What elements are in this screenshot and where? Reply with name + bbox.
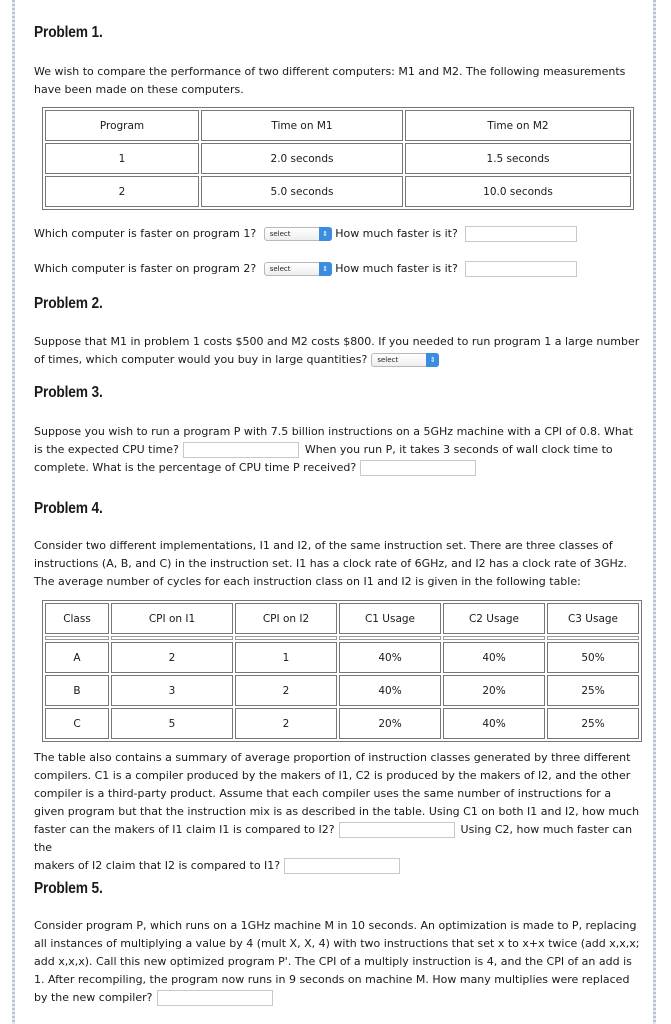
problem2-body: Suppose that M1 in problem 1 costs $500 and M2 costs $800. If you needed to run program 1 a large number of times, which computer would you buy in large quantities?	[34, 335, 640, 366]
table-cell: 50%	[547, 642, 639, 673]
problem2-title: Problem 2.	[34, 295, 103, 312]
select-label: select	[269, 230, 291, 238]
i1-speedup-input[interactable]	[339, 822, 455, 838]
table-cell: 3	[111, 675, 233, 706]
table-header-cell: CPI on I1	[111, 603, 233, 634]
table-cell: 40%	[339, 675, 441, 706]
computer-select-1[interactable]	[264, 227, 332, 241]
cpu-time-input[interactable]	[183, 442, 299, 458]
problem4-intro: Consider two different implementations, I1 and I2, of the same instruction set. There are three classes of instructions (A, B, and C) in the instruction set. I1 has a clock rate of 6GHz, and I2 has a clock rate of 3GHz. The average number of cycles for each instruction class on I1 and I2 is given in the following table:	[34, 539, 628, 588]
table-header-cell: C3 Usage	[547, 603, 639, 634]
problem4-table	[42, 600, 642, 742]
computer-select-2[interactable]	[264, 262, 332, 276]
table-cell: 25%	[547, 675, 639, 706]
table-gap-row	[45, 636, 639, 640]
table-cell: C	[45, 708, 109, 739]
problem4-body-a: The table also contains a summary of average proportion of instruction classes generated by three different compilers. C1 is a compiler produced by the makers of I1, C2 is produced by the makers of I2, and the other compiler is a third-party product. Assume that each compiler uses the same number of instructions for a given program but that the instruction mix is as described in the table. Using C1 on both I1 and I2, how much faster can the makers of I1 claim I1 is compared to I2?	[34, 751, 640, 836]
problem5-title: Problem 5.	[34, 880, 103, 897]
problem1-intro: We wish to compare the performance of two different computers: M1 and M2. The following measurements have been made on these computers.	[34, 65, 626, 96]
table-cell: 10.0 seconds	[405, 176, 631, 207]
table-cell: 5	[111, 708, 233, 739]
table-header-row	[45, 110, 631, 141]
computer-select-3[interactable]	[371, 353, 439, 367]
select-arrows-icon: ⇕	[319, 227, 332, 241]
problem3-body-a: Suppose you wish to run a program P with 7.5 billion instructions on a 5GHz machine with a CPI of 0.8. What is the expected CPU time?	[34, 425, 633, 456]
problem1-question1	[34, 225, 577, 243]
answer-input[interactable]	[465, 226, 577, 242]
problem4-body-c: makers of I2 claim that I2 is compared to I1?	[34, 859, 281, 872]
table-header-cell: Class	[45, 603, 109, 634]
table-cell: 40%	[339, 642, 441, 673]
problem3-title: Problem 3.	[34, 384, 103, 401]
problem3-body-b: When you run P, it takes 3 seconds of wall clock time to	[304, 443, 613, 456]
problem4-questions	[34, 749, 640, 875]
table-header-cell: Time on M1	[201, 110, 403, 141]
problem1-question2	[34, 260, 577, 278]
question-text: How much faster is it?	[335, 262, 458, 275]
problem4-title: Problem 4.	[34, 500, 103, 517]
problem1-title: Problem 1.	[34, 24, 103, 41]
table-cell: 20%	[339, 708, 441, 739]
table-row	[45, 642, 639, 673]
problem3-body-c: complete. What is the percentage of CPU time P received?	[34, 461, 357, 474]
table-cell: 2	[235, 675, 337, 706]
problem5-text	[34, 917, 640, 1007]
table-cell: 2	[45, 176, 199, 207]
question-text: How much faster is it?	[335, 227, 458, 240]
table-header-row	[45, 603, 639, 634]
question-text: Which computer is faster on program 2?	[34, 262, 257, 275]
table-cell: 40%	[443, 708, 545, 739]
table-row	[45, 708, 639, 739]
right-border	[653, 0, 656, 1024]
problem4-body-b: Using C2, how much faster can the	[34, 823, 633, 854]
problem1-table	[42, 107, 634, 210]
table-cell: 2	[111, 642, 233, 673]
table-cell: 40%	[443, 642, 545, 673]
table-cell: 1.5 seconds	[405, 143, 631, 174]
table-header-cell: CPI on I2	[235, 603, 337, 634]
select-label: select	[269, 265, 291, 273]
select-arrows-icon: ⇕	[426, 353, 439, 367]
table-header-cell: C1 Usage	[339, 603, 441, 634]
table-header-cell: C2 Usage	[443, 603, 545, 634]
table-header-cell: Program	[45, 110, 199, 141]
table-header-cell: Time on M2	[405, 110, 631, 141]
select-label: select	[377, 356, 399, 364]
table-cell: 20%	[443, 675, 545, 706]
problem5-body: Consider program P, which runs on a 1GHz machine M in 10 seconds. An optimization is made to P, replacing all instances of multiplying a value by 4 (mult X, X, 4) with two instructions that set x to x+x twice (add x,x,x; add x,x,x). Call this new optimized program P'. The CPI of a multiply instruction is 4, and the CPI of an add is 1. After recompiling, the program now runs in 9 seconds on machine M. How many multiplies were replaced by the new compiler?	[34, 919, 640, 1004]
table-cell: 1	[45, 143, 199, 174]
table-cell: 2.0 seconds	[201, 143, 403, 174]
left-border	[12, 0, 15, 1024]
table-cell: 5.0 seconds	[201, 176, 403, 207]
table-row	[45, 176, 631, 207]
problem3-text	[34, 423, 640, 477]
table-cell: B	[45, 675, 109, 706]
i2-speedup-input[interactable]	[284, 858, 400, 874]
question-text: Which computer is faster on program 1?	[34, 227, 257, 240]
table-row	[45, 143, 631, 174]
table-cell: 2	[235, 708, 337, 739]
multiplies-replaced-input[interactable]	[157, 990, 273, 1006]
table-row	[45, 675, 639, 706]
select-arrows-icon: ⇕	[319, 262, 332, 276]
table-cell: A	[45, 642, 109, 673]
table-cell: 25%	[547, 708, 639, 739]
answer-input[interactable]	[465, 261, 577, 277]
table-cell: 1	[235, 642, 337, 673]
problem2-text	[34, 333, 640, 369]
cpu-percentage-input[interactable]	[360, 460, 476, 476]
